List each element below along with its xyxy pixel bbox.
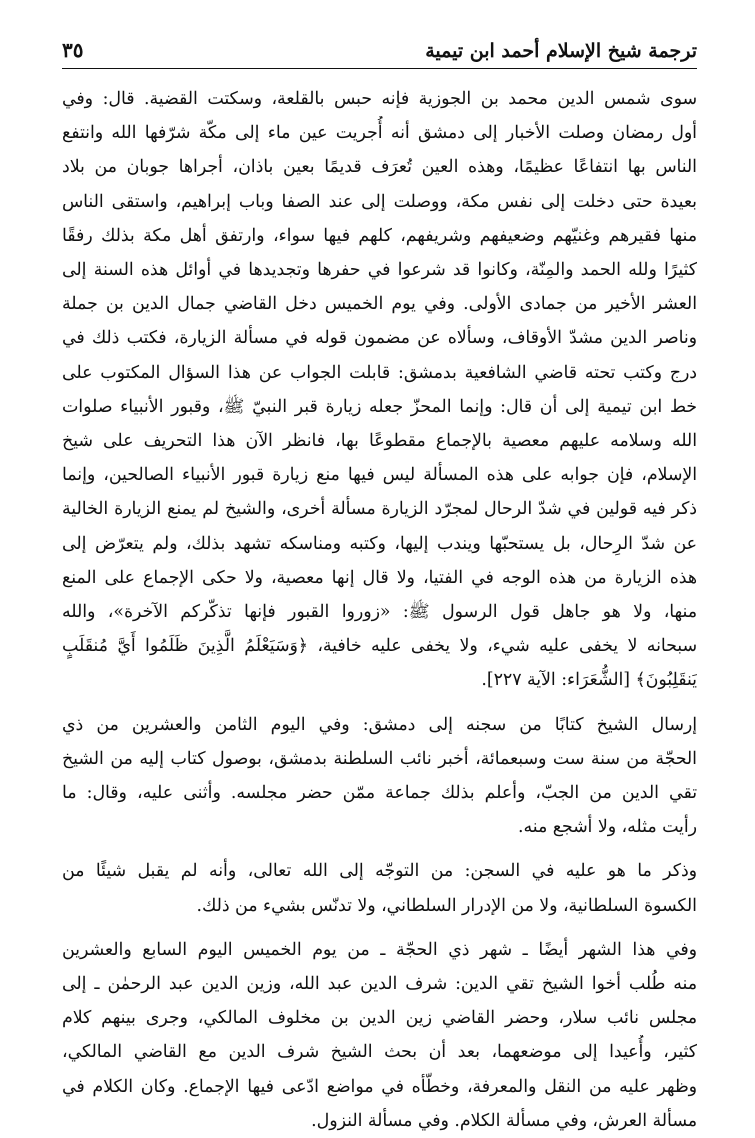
text-line: الحجّة من سنة ست وسبعمائة، أخبر نائب السلطنة بدمشق، بوصول كتاب إليه من الشيخ [62, 748, 697, 769]
paragraph-1 [62, 82, 697, 698]
text-line: وذكر ما هو عليه في السجن: من التوجّه إلى الله تعالى، وأنه لم يقبل شيئًا من [62, 861, 697, 882]
text-line: يَنقَلِبُونَ﴾ [الشُّعَرَاء: الآية ٢٢٧]. [481, 670, 697, 691]
text-line: وناصر الدين مشدّ الأوقاف، وسألاه عن مضمون قوله في مسألة الزيارة، فكتب ذلك في [62, 328, 697, 349]
paragraph-4 [62, 933, 697, 1138]
text-line: الكسوة السلطانية، ولا من الإدرار السلطاني، ولا تدنّس بشيء من ذلك. [196, 895, 697, 916]
text-line: وفي هذا الشهر أيضًا ـ شهر ذي الحجّة ـ من يوم الخميس اليوم السابع والعشرين [62, 939, 697, 960]
text-line: الإسلام، فإن جوابه على هذه المسألة ليس فيها منع زيارة قبور الأنبياء الصالحين، وإنما [62, 465, 697, 486]
text-line: تقي الدين من الجبّ، وأعلم بذلك جماعة ممّن حضر مجلسه. وأثنى عليه، وقال: ما [62, 783, 697, 804]
text-line: رأيت مثله، ولا أشجع منه. [518, 817, 697, 838]
text-line: مسألة العرش، وفي مسألة الكلام. وفي مسألة النزول. [311, 1110, 697, 1131]
text-line: عن شدّ الرِحال، بل يستحبّها ويندب إليها، وكتبه ومناسكه تشهد بذلك، ولم يتعرّض إلى [62, 533, 697, 554]
paragraph-3 [62, 854, 697, 922]
text-line: الله وسلامه عليهم معصية بالإجماع مقطوعًا بها، فانظر الآن هذا التحريف على شيخ [62, 431, 697, 452]
text-line: كثيرًا ولله الحمد والمِنّة، وكانوا قد شرعوا في حفرها وتجديدها في أوائل هذه السنة إلى [62, 260, 697, 281]
running-title: ترجمة شيخ الإسلام أحمد ابن تيمية [425, 40, 697, 62]
text-line: منها، ولا هو جاهل قول الرسول ﷺ: «زوروا القبور فإنها تذكّركم الآخرة»، والله [62, 602, 697, 623]
text-line: خط ابن تيمية إلى أن قال: وإنما المحزّ جعله زيارة قبر النبيّ ﷺ، وقبور الأنبياء صلوات [62, 396, 697, 417]
text-line: الناس بها انتفاعًا عظيمًا، وهذه العين تُعرَف قديمًا بعين باذان، أجراها جوبان من بلاد [62, 157, 697, 178]
page-number: ٣٥ [62, 38, 84, 62]
text-line: درج وكتب تحته قاضي الشافعية بدمشق: قابلت الجواب عن هذا السؤال المكتوب على [62, 362, 697, 383]
text-line: سوى شمس الدين محمد بن الجوزية فإنه حبس بالقلعة، وسكتت القضية. قال: وفي [62, 89, 697, 109]
text-line: سبحانه لا يخفى عليه شيء، ولا يخفى عليه خافية، ﴿وَسَيَعْلَمُ الَّذِينَ ظَلَمُوا أَيَّ مُنقَلَبٍ [62, 636, 697, 657]
page-header [62, 32, 697, 69]
paragraph-2 [62, 708, 697, 845]
paragraph-gap [62, 844, 697, 854]
text-line: العشر الأخير من جمادى الأولى. وفي يوم الخميس دخل القاضي جمال الدين بن جملة [62, 294, 697, 315]
text-line: منها فقيرهم وغنيّهم وضعيفهم وشريفهم، كلهم فيها سواء، وارتفق أهل مكة بذلك رفقًا [62, 225, 697, 246]
text-line: أول رمضان وصلت الأخبار إلى دمشق أنه أُجريت عين ماء إلى مكّة شرّفها الله وانتفع [62, 123, 697, 144]
text-line: وظهر عليه من النقل والمعرفة، وخطّأه في مواضع ادّعى فيها الإجماع. وكان الكلام في [62, 1076, 697, 1097]
page-body [62, 82, 697, 1138]
text-line: مجلس نائب سلار، وحضر القاضي زين الدين بن مخلوف المالكي، وجرى بينهم كلام [62, 1008, 697, 1029]
text-line: إرسال الشيخ كتابًا من سجنه إلى دمشق: وفي اليوم الثامن والعشرين من ذي [62, 714, 697, 735]
text-line: بعيدة حتى دخلت إلى نفس مكة، ووصلت إلى عند الصفا وباب إبراهيم، واستقى الناس [62, 191, 697, 212]
paragraph-gap [62, 923, 697, 933]
text-line: كثير، وأُعيدا إلى موضعهما، بعد أن بحث الشيخ شرف الدين مع القاضي المالكي، [62, 1042, 697, 1063]
paragraph-gap [62, 698, 697, 708]
text-line: منه طُلب أخوا الشيخ تقي الدين: شرف الدين عبد الله، وزين الدين عبد الرحمٰن ـ إلى [62, 974, 697, 995]
text-line: ذكر فيه قولين في شدّ الرحال لمجرّد الزيارة مسألة أخرى، والشيخ لم يمنع الزيارة الخالية [62, 499, 697, 520]
text-line: هذه الزيارة من هذه الوجه في الفتيا، ولا قال إنها معصية، ولا حكى الإجماع على المنع [62, 567, 697, 588]
